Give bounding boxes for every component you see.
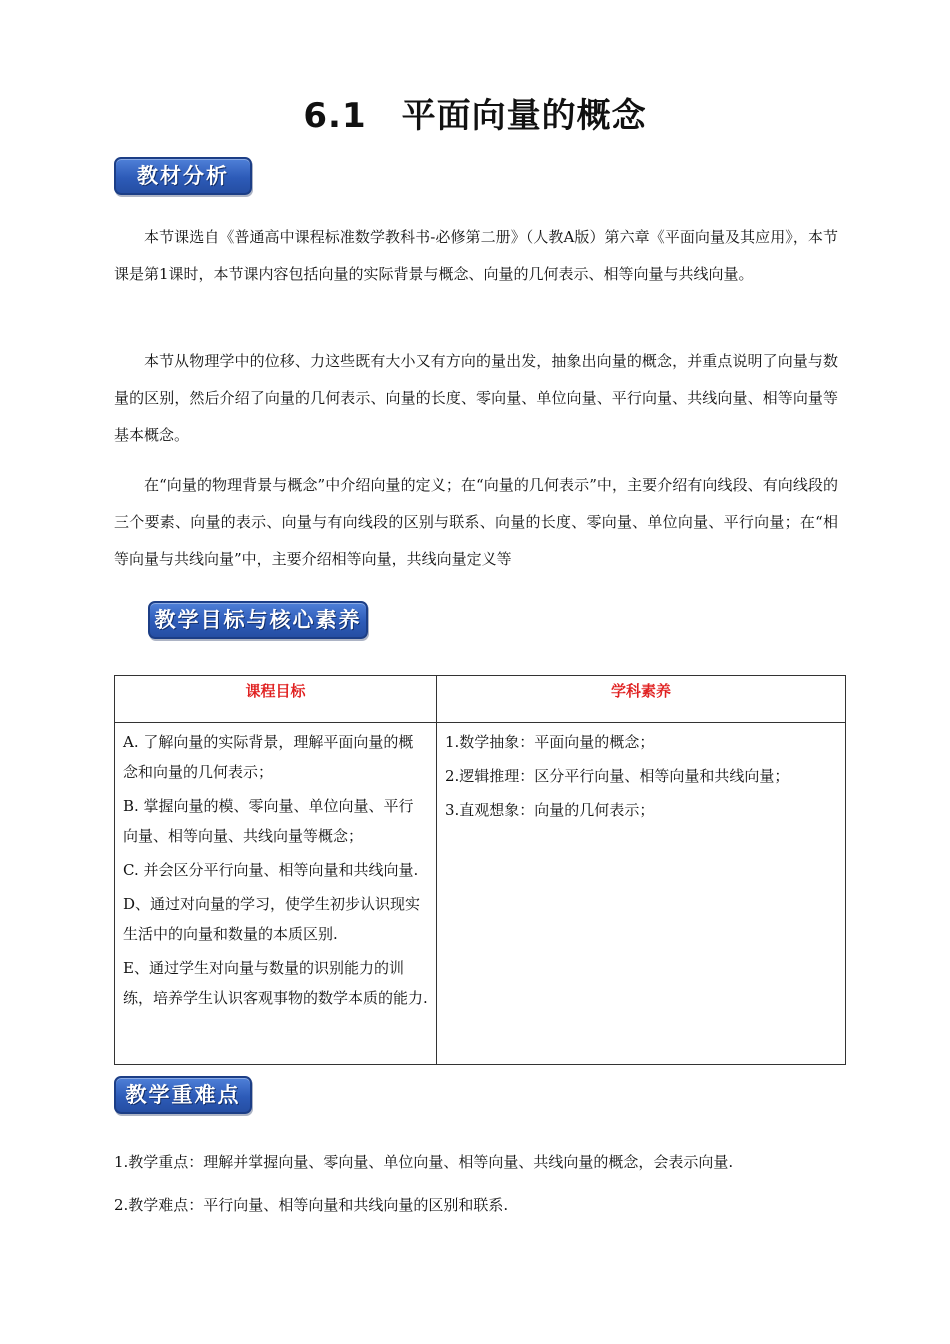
page-title: 6.1 平面向量的概念	[303, 96, 647, 136]
course-goal-d: D、通过对向量的学习，使学生初步认识现实生活中的向量和数量的本质区别.	[123, 895, 421, 943]
course-goal-b: B. 掌握向量的模、零向量、单位向量、平行向量、相等向量、共线向量等概念；	[123, 797, 414, 845]
analysis-paragraph-1: 本节课选自《普通高中课程标准数学教科书-必修第二册》（人教A版）第六章《平面向量及其应用》，本节课是第1课时，本节课内容包括向量的实际背景与概念、向量的几何表示、相等向量与共线向量。	[114, 228, 838, 283]
course-goal-c: C. 并会区分平行向量、相等向量和共线向量.	[123, 861, 419, 879]
section-badge-goals: 教学目标与核心素养	[148, 601, 368, 639]
course-goals-cell	[115, 723, 437, 1065]
header-literacy: 学科素养	[437, 676, 846, 723]
literacy-item-3: 3.直观想象：向量的几何表示；	[445, 801, 655, 819]
key-point-1: 1.教学重点：理解并掌握向量、零向量、单位向量、相等向量、共线向量的概念，会表示向量.	[114, 1153, 734, 1171]
goals-table	[114, 675, 846, 1065]
key-point-2: 2.教学难点：平行向量、相等向量和共线向量的区别和联系.	[114, 1196, 509, 1214]
section-badge-keypoints: 教学重难点	[114, 1076, 252, 1114]
section-badge-analysis: 教材分析	[114, 157, 252, 195]
header-course-goals: 课程目标	[115, 676, 437, 723]
course-goal-e: E、通过学生对向量与数量的识别能力的训练，培养学生认识客观事物的数学本质的能力.	[123, 959, 428, 1007]
literacy-item-2: 2.逻辑推理：区分平行向量、相等向量和共线向量；	[445, 767, 790, 785]
course-goal-a: A. 了解向量的实际背景，理解平面向量的概念和向量的几何表示；	[123, 733, 414, 781]
analysis-paragraph-2: 本节从物理学中的位移、力这些既有大小又有方向的量出发，抽象出向量的概念，并重点说明了向量与数量的区别，然后介绍了向量的几何表示、向量的长度、零向量、单位向量、平行向量、共线向量、相等向量等基本概念。	[114, 352, 838, 444]
literacy-cell	[437, 723, 846, 1065]
literacy-item-1: 1.数学抽象：平面向量的概念；	[445, 733, 655, 751]
analysis-paragraph-3: 在“向量的物理背景与概念”中介绍向量的定义；在“向量的几何表示”中，主要介绍有向线段、有向线段的三个要素、向量的表示、向量与有向线段的区别与联系、向量的长度、零向量、单位向量、平行向量；在“相等向量与共线向量”中，主要介绍相等向量，共线向量定义等	[114, 476, 838, 568]
